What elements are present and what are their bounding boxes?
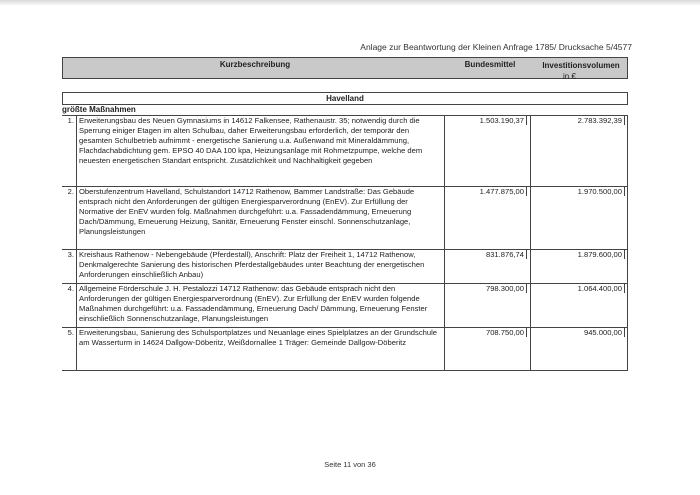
investment-value: 945.000,00: [584, 328, 625, 337]
row-description: Oberstufenzentrum Havelland, Schulstandort 14712 Rathenow, Bammer Landstraße: Das Gebäude entsprach nicht den Anforderungen der gültigen Energiesparverordnung (EnEV). Zur Erfüllung der Normative der EnEV wurden folg. Maßnahmen durchgeführt: u.a. Fassadendämmung, Erneuerung Dach/Dämmung, Erneuerung Heizung, Sanitär, Erneuerung Fenster einschl. Sonnenschutzanlage, Planungsleistungen: [76, 187, 445, 249]
row-federal-funds: [445, 116, 531, 186]
row-number: 4.: [67, 284, 74, 293]
row-description: Erweiterungsbau, Sanierung des Schulsportplatzes und Neuanlage eines Spielplatzes an der Grundschule am Wasserturm in 14624 Dallgow-Döberitz, Weißdornallee 1 Träger: Gemeinde Dallgow-Döberitz: [76, 328, 445, 370]
header-investment-volume: [533, 60, 629, 82]
federal-value: 831.876,74: [486, 250, 527, 259]
row-federal-funds: [445, 284, 531, 327]
row-investment: [531, 187, 628, 249]
scan-edge: [0, 0, 700, 6]
row-investment: [531, 284, 628, 327]
row-federal-funds: [445, 250, 531, 283]
investment-value: 2.783.392,39: [578, 116, 625, 125]
row-investment: [531, 250, 628, 283]
table-row: [62, 328, 628, 371]
header-currency: in €: [563, 72, 576, 81]
header-federal-funds: Bundesmittel: [464, 60, 516, 69]
region-heading: Havelland: [62, 92, 628, 105]
row-number: 3.: [67, 250, 74, 259]
investment-value: 1.879.600,00: [578, 250, 625, 259]
row-federal-funds: [445, 187, 531, 249]
row-number: 1.: [67, 116, 74, 125]
annex-title: Anlage zur Beantwortung der Kleinen Anfrage 1785/ Drucksache 5/4577: [360, 42, 632, 52]
table-header: [62, 57, 628, 79]
federal-value: 708.750,00: [486, 328, 527, 337]
row-number: 5.: [67, 328, 74, 337]
table-row: [62, 250, 628, 284]
header-investment-label: Investitionsvolumen: [542, 61, 620, 70]
row-investment: [531, 328, 628, 370]
investment-value: 1.970.500,00: [578, 187, 625, 196]
federal-value: 1.503.190,37: [480, 116, 527, 125]
table-row: [62, 284, 628, 328]
header-description: Kurzbeschreibung: [219, 60, 291, 69]
federal-value: 798.300,00: [486, 284, 527, 293]
federal-value: 1.477.875,00: [480, 187, 527, 196]
page-number: Seite 11 von 36: [324, 460, 376, 469]
row-investment: [531, 116, 628, 186]
measures-table: [62, 115, 628, 371]
row-description: Allgemeine Förderschule J. H. Pestalozzi 14712 Rathenow: das Gebäude entsprach nicht den Anforderungen der gültigen Energiesparverordnung (EnEV). Zur Erfüllung der EnEV wurden folgende Maßnahmen durchgeführt: u.a. Fassadendämmung, Erneuerung Dach/ Dämmung, Erneuerung Fenster einschließlich Sonnenschutzanlage, Planungsleistungen: [76, 284, 445, 327]
row-federal-funds: [445, 328, 531, 370]
investment-value: 1.064.400,00: [578, 284, 625, 293]
row-description: Erweiterungsbau des Neuen Gymnasiums in 14612 Falkensee, Rathenaustr. 35; notwendig durch die Sperrung einiger Etagen im alten Schulbau, daher Erweiterungsbau erforderlich, der temporär den gesamten Schulbetrieb aufnimmt - energetische Sanierung u.a. Außenwand mit Mineraldämmung, Flachdachabdichtung gem. EPSO 40 DAA 100 kpa, Heizungsanlage mit Rohrnetzpumpe, welche dem neuesten energetischen Standart entspricht. Zusätzlichkeit und Nachhaltigkeit gegeben: [76, 116, 445, 186]
table-row: [62, 187, 628, 250]
table-row: [62, 116, 628, 187]
row-description: Kreishaus Rathenow - Nebengebäude (Pferdestall), Anschrift: Platz der Freiheit 1, 14712 Rathenow, Denkmalgerechte Sanierung des historischen Pferdestallgebäudes unter Beachtung der energetischen Anforderungen einschließlich Anbau): [76, 250, 445, 283]
section-heading: größte Maßnahmen: [62, 105, 136, 114]
row-number: 2.: [67, 187, 74, 196]
